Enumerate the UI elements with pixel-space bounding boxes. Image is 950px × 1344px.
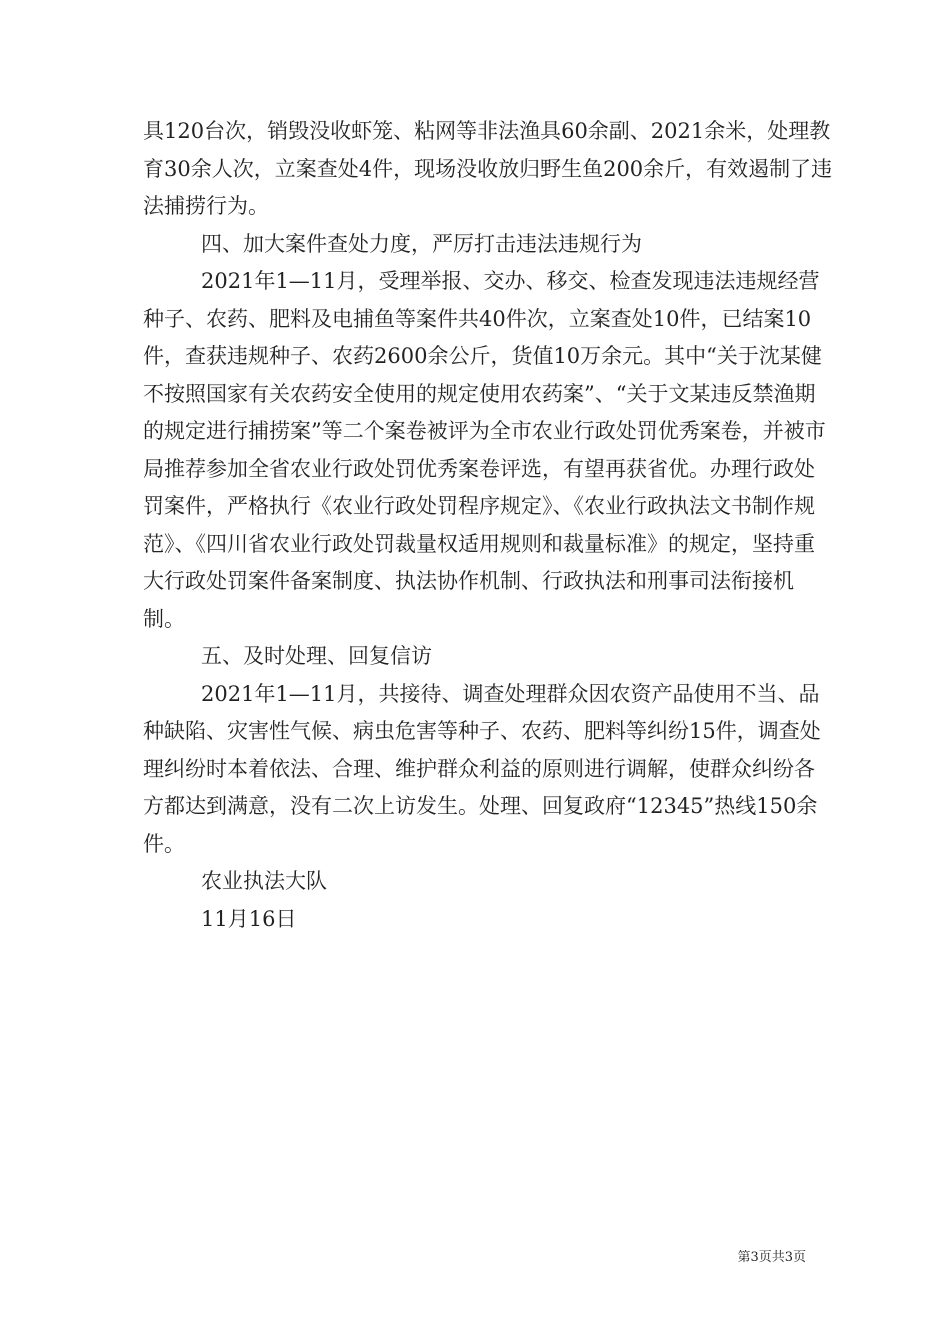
signature-date: 11月16日 xyxy=(201,906,297,931)
paragraph-enforcement-results: 具120台次，销毁没收虾笼、粘网等非法渔具60余副、2021余米，处理教育30余人次，立案查处4件，现场没收放归野生鱼200余斤，有效遏制了违法捕捞行为。 xyxy=(143,119,833,218)
section-heading-4: 四、加大案件查处力度，严厉打击违法违规行为 xyxy=(201,231,642,256)
signature-org: 农业执法大队 xyxy=(201,869,327,893)
paragraph-case-handling: 2021年1—11月，受理举报、交办、移交、检查发现违法违规经营种子、农药、肥料及电捕鱼等案件共40件次，立案查处10件，已结案10件，查获违规种子、农药2600余公斤，货值10万余元。其中“关于沈某健不按照国家有关农药安全使用的规定使用农药案”、“关于文某违反禁渔期的规定进行捕捞案”等二个案卷被评为全市农业行政处罚优秀案卷，并被市局推荐参加全省农业行政处罚优秀案卷评选，有望再获省优。办理行政处罚案件，严格执行《农业行政处罚程序规定》、《农业行政执法文书制作规范》、《四川省农业行政处罚裁量权适用规则和裁量标准》的规定，坚持重大行政处罚案件备案制度、执法协作机制、行政执法和刑事司法衔接机制。 xyxy=(143,269,826,631)
section-heading-5: 五、及时处理、回复信访 xyxy=(201,644,432,668)
paragraph-petitions: 2021年1—11月，共接待、调查处理群众因农资产品使用不当、品种缺陷、灾害性气候、病虫危害等种子、农药、肥料等纠纷15件，调查处理纠纷时本着依法、合理、维护群众利益的原则进行调解，使群众纠纷各方都达到满意，没有二次上访发生。处理、回复政府“12345”热线150余件。 xyxy=(143,681,821,856)
page-number: 第3页共3页 xyxy=(737,1250,806,1265)
document-body xyxy=(143,113,833,938)
